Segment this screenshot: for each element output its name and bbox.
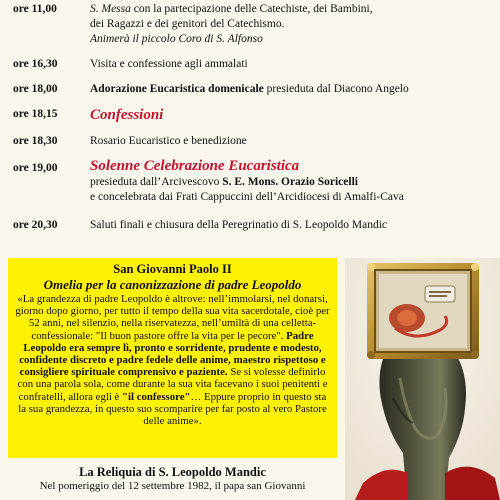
schedule-time: ore 16,30 — [13, 58, 58, 70]
desc-line: Animerà il piccolo Coro di S. Alfonso — [90, 33, 263, 45]
homily-paragraph: Se si volesse definirlo con una parola sola, come durante la sua vita facevano i suoi penitenti e confratelli, allora egli è — [17, 366, 328, 403]
schedule-description: Visita e confessione agli ammalati — [90, 58, 248, 70]
mass-label: S. Messa — [90, 3, 131, 15]
homily-paragraph: «La grandezza di padre Leopoldo è altrove: nell’immolarsi, nel donarsi, giorno dopo giorno, per tutto il tempo della sua vita sacerdotale, cioè per 52 anni, nel silenzio, nella riservatezza, nell’umiltà di una celletta-confessionale: "Il buon pastore offre la vita per le pecore". — [15, 293, 330, 342]
schedule-description — [90, 157, 495, 205]
schedule-description — [90, 2, 495, 47]
archbishop-name: S. E. Mons. Orazio Soricelli — [222, 176, 358, 188]
homily-text — [14, 293, 331, 427]
desc-line: e concelebrata dai Frati Cappuccini dell’Arcidiocesi di Amalfi-Cava — [90, 191, 404, 203]
homily-title: San Giovanni Paolo II — [113, 262, 232, 276]
schedule-time: ore 20,30 — [13, 219, 58, 231]
desc-line: dei Ragazzi e dei genitori del Catechismo. — [90, 18, 285, 30]
relic-text: Nel pomeriggio del 12 settembre 1982, il papa san Giovanni — [39, 480, 306, 492]
homily-paragraph: … Eppure proprio in questo sta la sua grandezza, in questo suo scomparire per far posto al vero Pastore delle anime». — [18, 390, 327, 428]
schedule-description: Saluti finali e chiusura della Peregrinatio di S. Leopoldo Mandic — [90, 219, 388, 231]
homily-subtitle: Omelia per la canonizzazione di padre Leopoldo — [43, 277, 302, 292]
desc-bold: Adorazione Eucaristica domenicale — [90, 83, 264, 95]
celebration-title: Solenne Celebrazione Eucaristica — [90, 158, 300, 174]
schedule-description: Rosario Eucaristico e benedizione — [90, 135, 247, 147]
schedule-time: ore 19,00 — [13, 162, 58, 174]
schedule-time: ore 11,00 — [13, 3, 57, 15]
desc-text: presieduta dal Diacono Angelo — [263, 83, 409, 95]
schedule-time: ore 18,30 — [13, 135, 58, 147]
relic-section — [8, 460, 337, 500]
schedule-time: ore 18,15 — [13, 108, 58, 120]
schedule-time: ore 18,00 — [13, 83, 58, 95]
desc-line: con la partecipazione delle Catechiste, dei Bambini, — [130, 3, 373, 15]
homily-box — [8, 258, 337, 458]
reliquary-photo — [345, 258, 500, 500]
relic-title: La Reliquia di S. Leopoldo Mandic — [79, 465, 266, 479]
homily-bold: "il confessore" — [122, 390, 191, 403]
confessions-title: Confessioni — [90, 107, 164, 123]
reliquary-image — [345, 258, 500, 500]
schedule-description — [90, 106, 495, 124]
schedule-description — [90, 82, 495, 97]
homily-bold: Padre Leopoldo era sempre lì, pronto e sorridente, prudente e modesto, confidente discreto e padre fedele delle anime, maestro rispettoso e consigliere spirituale comprensivo e paziente. — [19, 329, 326, 379]
desc-text: presieduta dall’Arcivescovo — [90, 176, 223, 188]
